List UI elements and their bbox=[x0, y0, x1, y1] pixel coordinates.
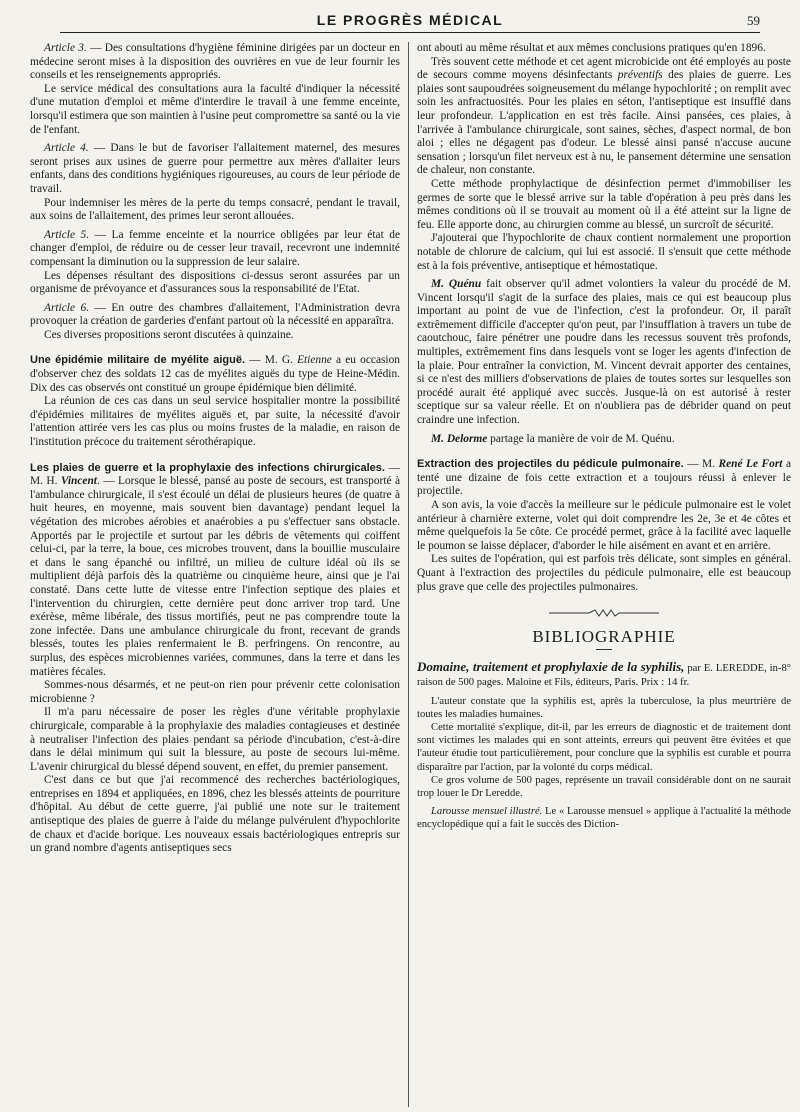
emphasis: préventifs bbox=[617, 69, 663, 82]
bibliography-heading: BIBLIOGRAPHIE bbox=[532, 626, 676, 646]
paragraph: Il m'a paru nécessaire de poser les règles d'une véritable prophylaxie chirurgicale, comparable à la prophylaxie des maladies contagieuses et destinée à neutraliser l'infection des plaies pendant sa période d'incubation, c'est-à-dire dans le délai minimum qui suit la blessure, au poste de secours lui-même. L'avenir chirurgical du blessé dépend souvent, en effet, du premier pansement. bbox=[30, 706, 400, 773]
article-text: — En outre des chambres d'allaitement, l'Administration devra provoquer la création de garderies d'enfant partout où la nécessité en apparaîtra. bbox=[30, 301, 400, 328]
ornament-icon bbox=[549, 608, 659, 618]
paragraph: Ce gros volume de 500 pages, représente un travail considérable dont on ne saurait trop louer le Dr Leredde. bbox=[417, 774, 791, 799]
author-prefix: — M. H. bbox=[30, 461, 400, 488]
paragraph: Ces diverses propositions seront discutées à quinzaine. bbox=[44, 328, 294, 341]
section-heading: Les plaies de guerre et la prophylaxie des infections chirurgicales. bbox=[30, 461, 385, 474]
author-name: René Le Fort bbox=[718, 458, 783, 471]
paragraph: ont abouti au même résultat et aux mêmes conclusions pratiques qu'en 1896. bbox=[417, 42, 766, 54]
paragraph: Sommes-nous désarmés, et ne peut-on rien pour prévenir cette colonisation microbienne ? bbox=[30, 679, 400, 705]
text-run: des plaies de guerre. Les plaies sont saupoudrées soigneusement du mélange hypochlorité ; on remplit avec soin les anfractuosités. Pour les plaies en séton, l'antiseptique est insufflé dans leur profondeur. L'application en est très facile. Ainsi pansées, ces plaies, à l'arrivée à l'ambulance chirurgicale, sont saines, sèches, d'aspect normal, de bon aloi ; elles ne dégagent pas d'odeur. Le blessé ainsi pansé n'accuse aucune sensation ; lorsqu'un filet nerveux est à nu, le pansement détermine une sensation de chaleur, non constante. bbox=[417, 69, 791, 177]
author-name: Vincent bbox=[60, 475, 97, 488]
speaker-name: M. Quénu bbox=[431, 278, 482, 291]
article-label: Article 4. bbox=[44, 142, 89, 155]
paragraph: L'auteur constate que la syphilis est, après la tuberculose, la plus meurtrière de toutes les maladies humaines. bbox=[417, 695, 791, 720]
book-entry bbox=[417, 660, 791, 689]
book-title: Domaine, traitement et prophylaxie de la syphilis, bbox=[417, 659, 685, 675]
paragraph: A son avis, la voie d'accès la meilleure sur le pédicule pulmonaire est le volet antérieur à charnière externe, volet qui doit comprendre les 2e, 3e et 4e côtes et même quelquefois la 5e côte. Ce procédé permet, grâce à la facilité avec laquelle le poumon se laisse déplacer, d'aborder le hile aisément en avant et en arrière. bbox=[417, 499, 791, 552]
left-column bbox=[30, 42, 400, 856]
paragraph: Cette mortalité s'explique, dit-il, par les erreurs de diagnostic et de traitement dont sont victimes les malades qui en sont atteints, erreurs qui peuvent être évitées et que l'auteur étudie tout particulièrement, pour conclure que la syphilis est curable et pourra disparaître par l'action, par la volonté du corps médical. bbox=[417, 721, 791, 773]
section-text: a eu occasion d'observer chez des soldats 12 cas de myélites aiguës du type de Heine-Médin. Dix des cas observés ont constitué un groupe épidémique bien délimité. bbox=[30, 354, 400, 394]
author-name: Etienne bbox=[297, 354, 332, 367]
extraction-section bbox=[417, 458, 791, 499]
author-prefix: — M. bbox=[683, 458, 719, 471]
article-3 bbox=[30, 42, 400, 83]
article-text: — La femme enceinte et la nourrice obligées par leur état de changer d'emploi, de réduire ou de cesser leur travail, recevront une indemnité compensant la diminution ou la suppression de leur salaire. bbox=[30, 228, 401, 268]
article-text: — Dans le but de favoriser l'allaitement maternel, des mesures seront prises aux usines de guerre pour permettre aux mères d'allaiter leurs enfants, dans des conditions hygiéniques rigoureuses, au cours de leur période de travail. bbox=[30, 142, 400, 195]
book-meta: par E. LEREDDE, in-8° raison de 500 pages. Maloine et Fils, éditeurs, Paris. Prix : 14 fr. bbox=[417, 663, 791, 688]
epidemic-section bbox=[30, 354, 400, 395]
page-header bbox=[60, 10, 760, 33]
section-heading: Une épidémie militaire de myélite aiguë. bbox=[30, 354, 245, 367]
author-prefix: — M. G. bbox=[245, 354, 298, 367]
paragraph: C'est dans ce but que j'ai recommencé des recherches bactériologiques, entreprises en 1894 et appliquées, en 1896, chez les blessés atteints de pourriture d'hôpital. Au début de cette guerre, j'ai publié une note sur le traitement antiseptique des plaies de guerre à l'aide du mélange pulvérulent d'hypochlorite de chaux et d'acide borique. Les nouveaux essais bactériologiques entrepris sur un grand nombre d'agents antiseptiques secs bbox=[30, 774, 400, 855]
right-column bbox=[417, 42, 791, 832]
paragraph: Les suites de l'opération, qui est parfois très délicate, sont simples en général. Quant à l'extraction des projectiles du pédicule pulmonaire, elle est beaucoup plus grave que celle des projectiles pulmonaires. bbox=[417, 553, 791, 593]
page-number: 59 bbox=[747, 13, 760, 28]
article-label: Article 5. bbox=[44, 228, 90, 241]
ornament-divider bbox=[417, 608, 791, 622]
article-label: Article 6. bbox=[44, 301, 90, 314]
short-rule bbox=[596, 649, 612, 650]
article-text: — Des consultations d'hygiène féminine dirigées par un docteur en médecine seront mises à la disposition des ouvrières en vue de leur fournir les conseils et les renseignements appropriés. bbox=[30, 42, 400, 82]
paragraph: Les dépenses résultant des dispositions ci-dessus seront assurées par un organisme de prévoyance et d'assurances sous la responsabilité de l'Etat. bbox=[30, 269, 400, 296]
entry-text: Le « Larousse mensuel » applique à l'actualité la méthode encyclopédique qui a fait le succès des Diction- bbox=[417, 806, 791, 831]
section-text: . — Lorsque le blessé, pansé au poste de secours, est transporté à l'ambulance chirurgicale, il s'est écoulé un délai de plusieurs heures (de quatre à huit heures, en moyenne, mais souvent bien davantage) pendant lequel la végétation des microbes aérobies et anaérobies a pu s'effectuer sans obstacle. Apportés par le projectile et surtout par les débris de vêtements qui coiffent celui-ci, par la terre, la boue, ces microbes trouvent, dans la bouillie musculaire et dans le sang épanché ou infiltré, un milieu de culture idéal où ils se multiplient déjà parfois dès la quatrième ou cinquième heure, ainsi que je l'ai constaté. Dans cette lutte de vitesse entre l'infection septique des plaies et l'intervention du chirurgien, cette dernière peut donc arriver trop tard. Une exérèse, même libérale, des tissus mortifiés, peut ne pas comprendre toute la zone infectée. Dans une ambulance chirurgicale du front, recevant de grands blessés, toutes les plaies renfermaient le B. perfringens. On rencontre, au surplus, des espèces microbiennes variées, communes, dans la terre et dans les matières fécales. bbox=[30, 475, 400, 678]
paragraph bbox=[417, 56, 791, 178]
delorme-remark bbox=[417, 433, 791, 447]
article-4 bbox=[30, 142, 400, 196]
quenu-remark bbox=[417, 278, 791, 428]
larousse-entry bbox=[417, 805, 791, 831]
remark-text: fait observer qu'il admet volontiers la valeur du procédé de M. Vincent lorsqu'il s'agit de la surface des plaies, mais ce qui est beaucoup plus important au point de vue de l'infection, c'est la profondeur. Or, il paraît extrêmement difficile d'accepter qu'on peut, par l'insufflation à travers un tube de caoutchouc, faire pénétrer une poudre dans les recessus souvent très profonds, multiples, extrêmement fins dans lesquels vont se loger les agents d'infection de la plaie. Pour entraîner la conviction, M. Vincent devrait apporter des centaines, si ce n'est des milliers d'observations de plaies de toutes sortes sur lesquelles son procédé aurait été appliqué avec succès. Jusque-là on est autorisé à rester sceptique sur sa valeur réelle. Et on n'oubliera pas de débrider quand on peut craindre une infection. bbox=[417, 278, 791, 427]
paragraph: J'ajouterai que l'hypochlorite de chaux contient normalement une proportion notable de chlorure de calcium, qui lui est associé. Il s'ensuit que cette méthode est à la fois préventive, antiseptique et hémostatique. bbox=[417, 232, 791, 272]
journal-title: LE PROGRÈS MÉDICAL bbox=[316, 12, 504, 28]
remark-text: partage la manière de voir de M. Quénu. bbox=[487, 432, 675, 445]
book-title: Larousse mensuel illustré. bbox=[431, 806, 543, 818]
paragraph: Cette méthode prophylactique de désinfection permet d'immobiliser les germes de sorte que le blessé arrive sur la table d'opération à peu près dans les mêmes conditions où il se trouvait au moment où il a été atteint sur la ligne de feu. Elle apporte donc, au chirurgien comme au blessé, un surcroît de sécurité. bbox=[417, 177, 791, 231]
column-divider bbox=[408, 42, 409, 1107]
section-heading: Extraction des projectiles du pédicule pulmonaire. bbox=[417, 458, 684, 471]
article-5 bbox=[30, 229, 400, 270]
speaker-name: M. Delorme bbox=[431, 432, 488, 445]
paragraph: Pour indemniser les mères de la perte du temps consacré, pendant le travail, aux soins de l'allaitement, des primes leur seront allouées. bbox=[30, 196, 400, 223]
section-text: a tenté une dizaine de fois cette extraction et a toujours réussi à enlever le projectile. bbox=[417, 458, 791, 498]
paragraph: La réunion de ces cas dans un seul service hospitalier montre la possibilité d'épidémies militaires de myélites aiguës et, par suite, la nécessité d'avoir l'attention attirée vers les cas plus ou moins frustes de la maladie, en raison de l'institution précoce du traitement sérothérapique. bbox=[30, 395, 400, 449]
paragraph: Le service médical des consultations aura la faculté d'indiquer la nécessité d'une mutation d'emploi et même d'interdire le travail à une femme enceinte, lorsqu'il estimera que son maintien à l'usine peut compromettre sa santé ou la vie de l'enfant. bbox=[30, 82, 400, 136]
article-label: Article 3. bbox=[44, 42, 87, 54]
article-6 bbox=[30, 302, 400, 329]
wounds-section bbox=[30, 462, 400, 680]
text-run: Très souvent cette méthode et cet agent microbicide ont été employés au poste de secours comme moyens désinfectants bbox=[417, 55, 791, 82]
